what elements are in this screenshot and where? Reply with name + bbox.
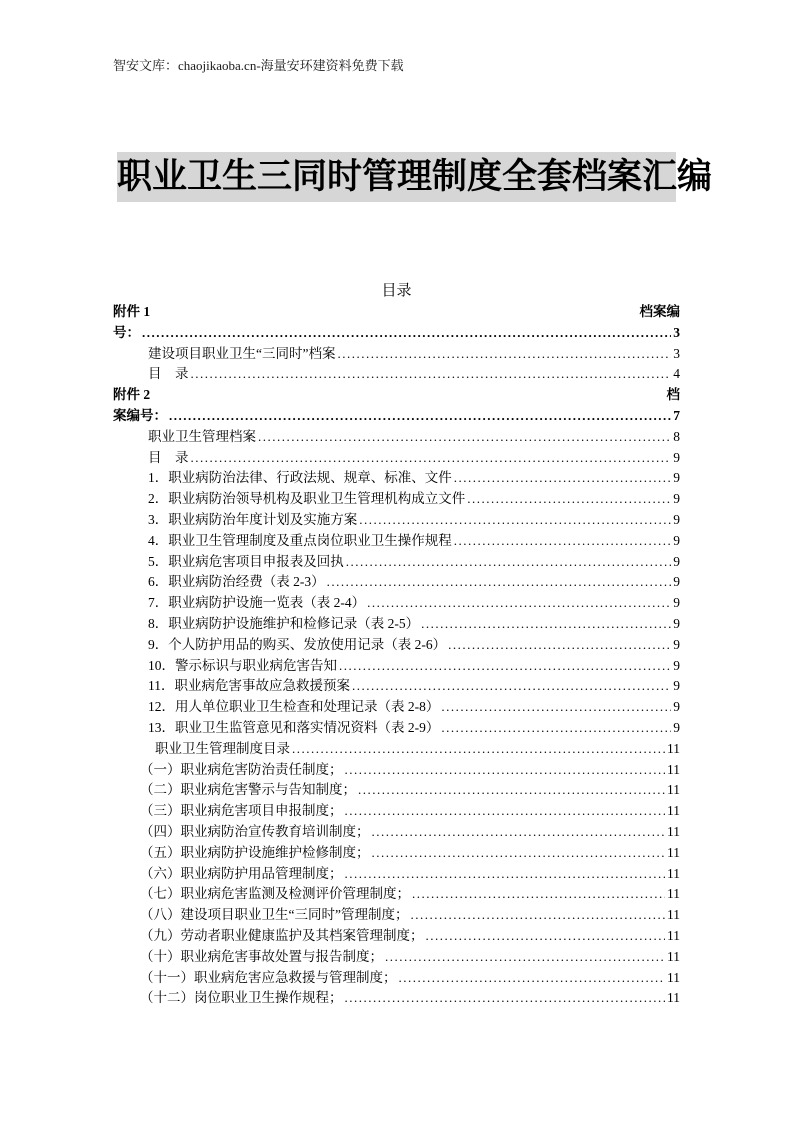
- toc-page-number: 9: [673, 657, 680, 673]
- toc-page-number: 11: [667, 844, 680, 860]
- toc-entry[interactable]: [113, 739, 680, 760]
- toc-entry-text: 3．职业病防治年度计划及实施方案: [148, 511, 358, 527]
- toc-entry[interactable]: [113, 531, 680, 552]
- toc-entry[interactable]: [113, 489, 680, 510]
- toc-entry-text: （五）职业病防护设施维护检修制度；: [140, 844, 370, 860]
- toc-entry-text: （十一）职业病危害应急救援与管理制度；: [140, 969, 397, 985]
- toc-heading: 目录: [381, 283, 412, 299]
- toc-entry-text: 职业卫生管理档案: [148, 428, 256, 444]
- toc-entry[interactable]: [113, 905, 680, 926]
- toc-page-number: 9: [673, 678, 680, 694]
- toc-entry-left-text: 附件 1: [113, 304, 151, 319]
- toc-entry-text: （二）职业病危害警示与告知制度；: [140, 782, 356, 798]
- toc-entry[interactable]: [113, 926, 680, 947]
- toc-entry-text: 职业卫生管理制度目录: [155, 740, 290, 756]
- dot-leader: [352, 676, 671, 697]
- dot-leader: [399, 968, 666, 989]
- toc-entry[interactable]: [113, 572, 680, 593]
- toc-page-number: 9: [673, 470, 680, 486]
- toc-list: [113, 302, 680, 1009]
- toc-entry[interactable]: [113, 364, 680, 385]
- toc-entry-text: （八）建设项目职业卫生“三同时”管理制度；: [140, 907, 409, 923]
- toc-page-number: 9: [673, 449, 680, 465]
- toc-entry-left-text: 附件 2: [113, 387, 151, 403]
- toc-entry[interactable]: [113, 635, 680, 656]
- toc-page-number: 9: [673, 511, 680, 527]
- toc-entry-text: （一）职业病危害防治责任制度；: [140, 761, 343, 777]
- toc-entry[interactable]: [113, 593, 680, 614]
- toc-entry[interactable]: [113, 614, 680, 635]
- dot-leader: [410, 905, 665, 926]
- toc-page-number: 9: [673, 719, 680, 735]
- toc-entry-text: 号：: [113, 324, 140, 340]
- toc-page-number: 3: [673, 324, 680, 340]
- toc-entry[interactable]: [113, 801, 680, 822]
- dot-leader: [327, 572, 672, 593]
- toc-entry[interactable]: [113, 947, 680, 968]
- toc-page-number: 8: [673, 428, 680, 444]
- toc-entry-text: （四）职业病防治宣传教育培训制度；: [140, 823, 370, 839]
- toc-entry-text: 8．职业病防护设施维护和检修记录（表 2-5）: [148, 615, 420, 631]
- toc-entry[interactable]: [113, 864, 680, 885]
- toc-page-number: 11: [667, 761, 680, 777]
- dot-leader: [345, 988, 666, 1009]
- toc-entry-text: 案编号：: [113, 407, 167, 423]
- toc-entry[interactable]: [113, 676, 680, 697]
- toc-page-number: 11: [667, 990, 680, 1006]
- dot-leader: [345, 801, 666, 822]
- toc-entry[interactable]: [113, 302, 680, 323]
- dot-leader: [441, 697, 671, 718]
- toc-entry-right-text: 档: [666, 387, 680, 403]
- dot-leader: [454, 468, 672, 489]
- toc-entry-text: 目 录: [148, 449, 189, 465]
- dot-leader: [345, 760, 666, 781]
- toc-entry[interactable]: [113, 468, 680, 489]
- toc-page-number: 11: [667, 803, 680, 819]
- toc-entry[interactable]: [113, 968, 680, 989]
- dot-leader: [258, 427, 671, 448]
- toc-page-number: 9: [673, 491, 680, 507]
- toc-entry-text: 目 录: [148, 366, 189, 382]
- toc-page-number: 11: [667, 782, 680, 798]
- toc-entry[interactable]: [113, 427, 680, 448]
- page-header-watermark: 智安文库：chaojikaoba.cn-海量安环建资料免费下载: [113, 58, 404, 73]
- toc-entry[interactable]: [113, 697, 680, 718]
- toc-entry-text: 2．职业病防治领导机构及职业卫生管理机构成立文件: [148, 491, 466, 507]
- toc-entry-text: 6．职业病防治经费（表 2-3）: [148, 574, 325, 590]
- toc-entry[interactable]: [113, 323, 680, 344]
- toc-page-number: 4: [673, 366, 680, 382]
- toc-entry-right-text: 档案编: [639, 304, 680, 319]
- document-title: 职业卫生三同时管理制度全套档案汇编: [117, 152, 676, 202]
- dot-leader: [337, 344, 671, 365]
- toc-entry-text: 11．职业病危害事故应急救援预案: [148, 678, 350, 694]
- toc-entry-text: （三）职业病危害项目申报制度；: [140, 803, 343, 819]
- dot-leader: [358, 780, 665, 801]
- dot-leader: [448, 635, 671, 656]
- toc-page-number: 11: [667, 865, 680, 881]
- dot-leader: [372, 822, 666, 843]
- dot-leader: [191, 364, 672, 385]
- dot-leader: [372, 843, 666, 864]
- toc-entry-text: 13．职业卫生监管意见和落实情况资料（表 2-9）: [148, 719, 440, 735]
- dot-leader: [385, 947, 665, 968]
- toc-entry-text: 12．用人单位职业卫生检查和处理记录（表 2-8）: [148, 699, 440, 715]
- toc-page-number: 9: [673, 595, 680, 611]
- toc-entry[interactable]: [113, 988, 680, 1009]
- dot-leader: [412, 884, 665, 905]
- dot-leader: [339, 656, 671, 677]
- toc-entry[interactable]: [113, 822, 680, 843]
- dot-leader: [191, 448, 672, 469]
- toc-entry-text: （七）职业病危害监测及检测评价管理制度；: [140, 886, 410, 902]
- toc-entry[interactable]: [113, 344, 680, 365]
- toc-page-number: 9: [673, 699, 680, 715]
- toc-entry-text: 4．职业卫生管理制度及重点岗位职业卫生操作规程: [148, 532, 452, 548]
- toc-entry[interactable]: [113, 843, 680, 864]
- toc-page-number: 3: [673, 345, 680, 361]
- dot-leader: [292, 739, 665, 760]
- toc-entry-text: 7．职业病防护设施一览表（表 2-4）: [148, 595, 366, 611]
- dot-leader: [359, 510, 671, 531]
- dot-leader: [142, 323, 671, 344]
- toc-entry[interactable]: [113, 884, 680, 905]
- dot-leader: [346, 552, 672, 573]
- toc-entry[interactable]: [113, 552, 680, 573]
- toc-page-number: 11: [667, 740, 680, 756]
- toc-entry-text: 10．警示标识与职业病危害告知: [148, 657, 337, 673]
- dot-leader: [454, 531, 672, 552]
- toc-page-number: 11: [667, 948, 680, 964]
- dot-leader: [467, 489, 671, 510]
- toc-page-number: 11: [667, 823, 680, 839]
- toc-entry-text: （六）职业病防护用品管理制度；: [140, 865, 343, 881]
- toc-page-number: 11: [667, 969, 680, 985]
- toc-entry[interactable]: [113, 406, 680, 427]
- dot-leader: [169, 406, 671, 427]
- dot-leader: [421, 614, 671, 635]
- toc-entry-text: （九）劳动者职业健康监护及其档案管理制度；: [140, 927, 424, 943]
- toc-page-number: 9: [673, 574, 680, 590]
- toc-page-number: 9: [673, 615, 680, 631]
- toc-entry[interactable]: [113, 718, 680, 739]
- toc-entry[interactable]: [113, 510, 680, 531]
- toc-entry[interactable]: [113, 448, 680, 469]
- toc-page-number: 11: [667, 907, 680, 923]
- toc-entry-text: 建设项目职业卫生“三同时”档案: [148, 345, 336, 361]
- toc-page-number: 11: [667, 886, 680, 902]
- toc-entry-text: 9．个人防护用品的购买、发放使用记录（表 2-6）: [148, 636, 447, 652]
- toc-page-number: 11: [667, 927, 680, 943]
- toc-page-number: 9: [673, 553, 680, 569]
- toc-entry-text: （十）职业病危害事故处置与报告制度；: [140, 948, 383, 964]
- toc-entry-text: （十二）岗位职业卫生操作规程；: [140, 990, 343, 1006]
- dot-leader: [367, 593, 671, 614]
- dot-leader: [345, 864, 666, 885]
- toc-entry[interactable]: [113, 760, 680, 781]
- dot-leader: [426, 926, 666, 947]
- toc-page-number: 7: [673, 407, 680, 423]
- toc-page-number: 9: [673, 636, 680, 652]
- toc-page-number: 9: [673, 532, 680, 548]
- toc-entry-text: 5．职业病危害项目申报表及回执: [148, 553, 344, 569]
- dot-leader: [441, 718, 671, 739]
- toc-entry[interactable]: [113, 656, 680, 677]
- toc-entry-text: 1．职业病防治法律、行政法规、规章、标准、文件: [148, 470, 452, 486]
- toc-entry[interactable]: [113, 780, 680, 801]
- toc-entry[interactable]: [113, 385, 680, 406]
